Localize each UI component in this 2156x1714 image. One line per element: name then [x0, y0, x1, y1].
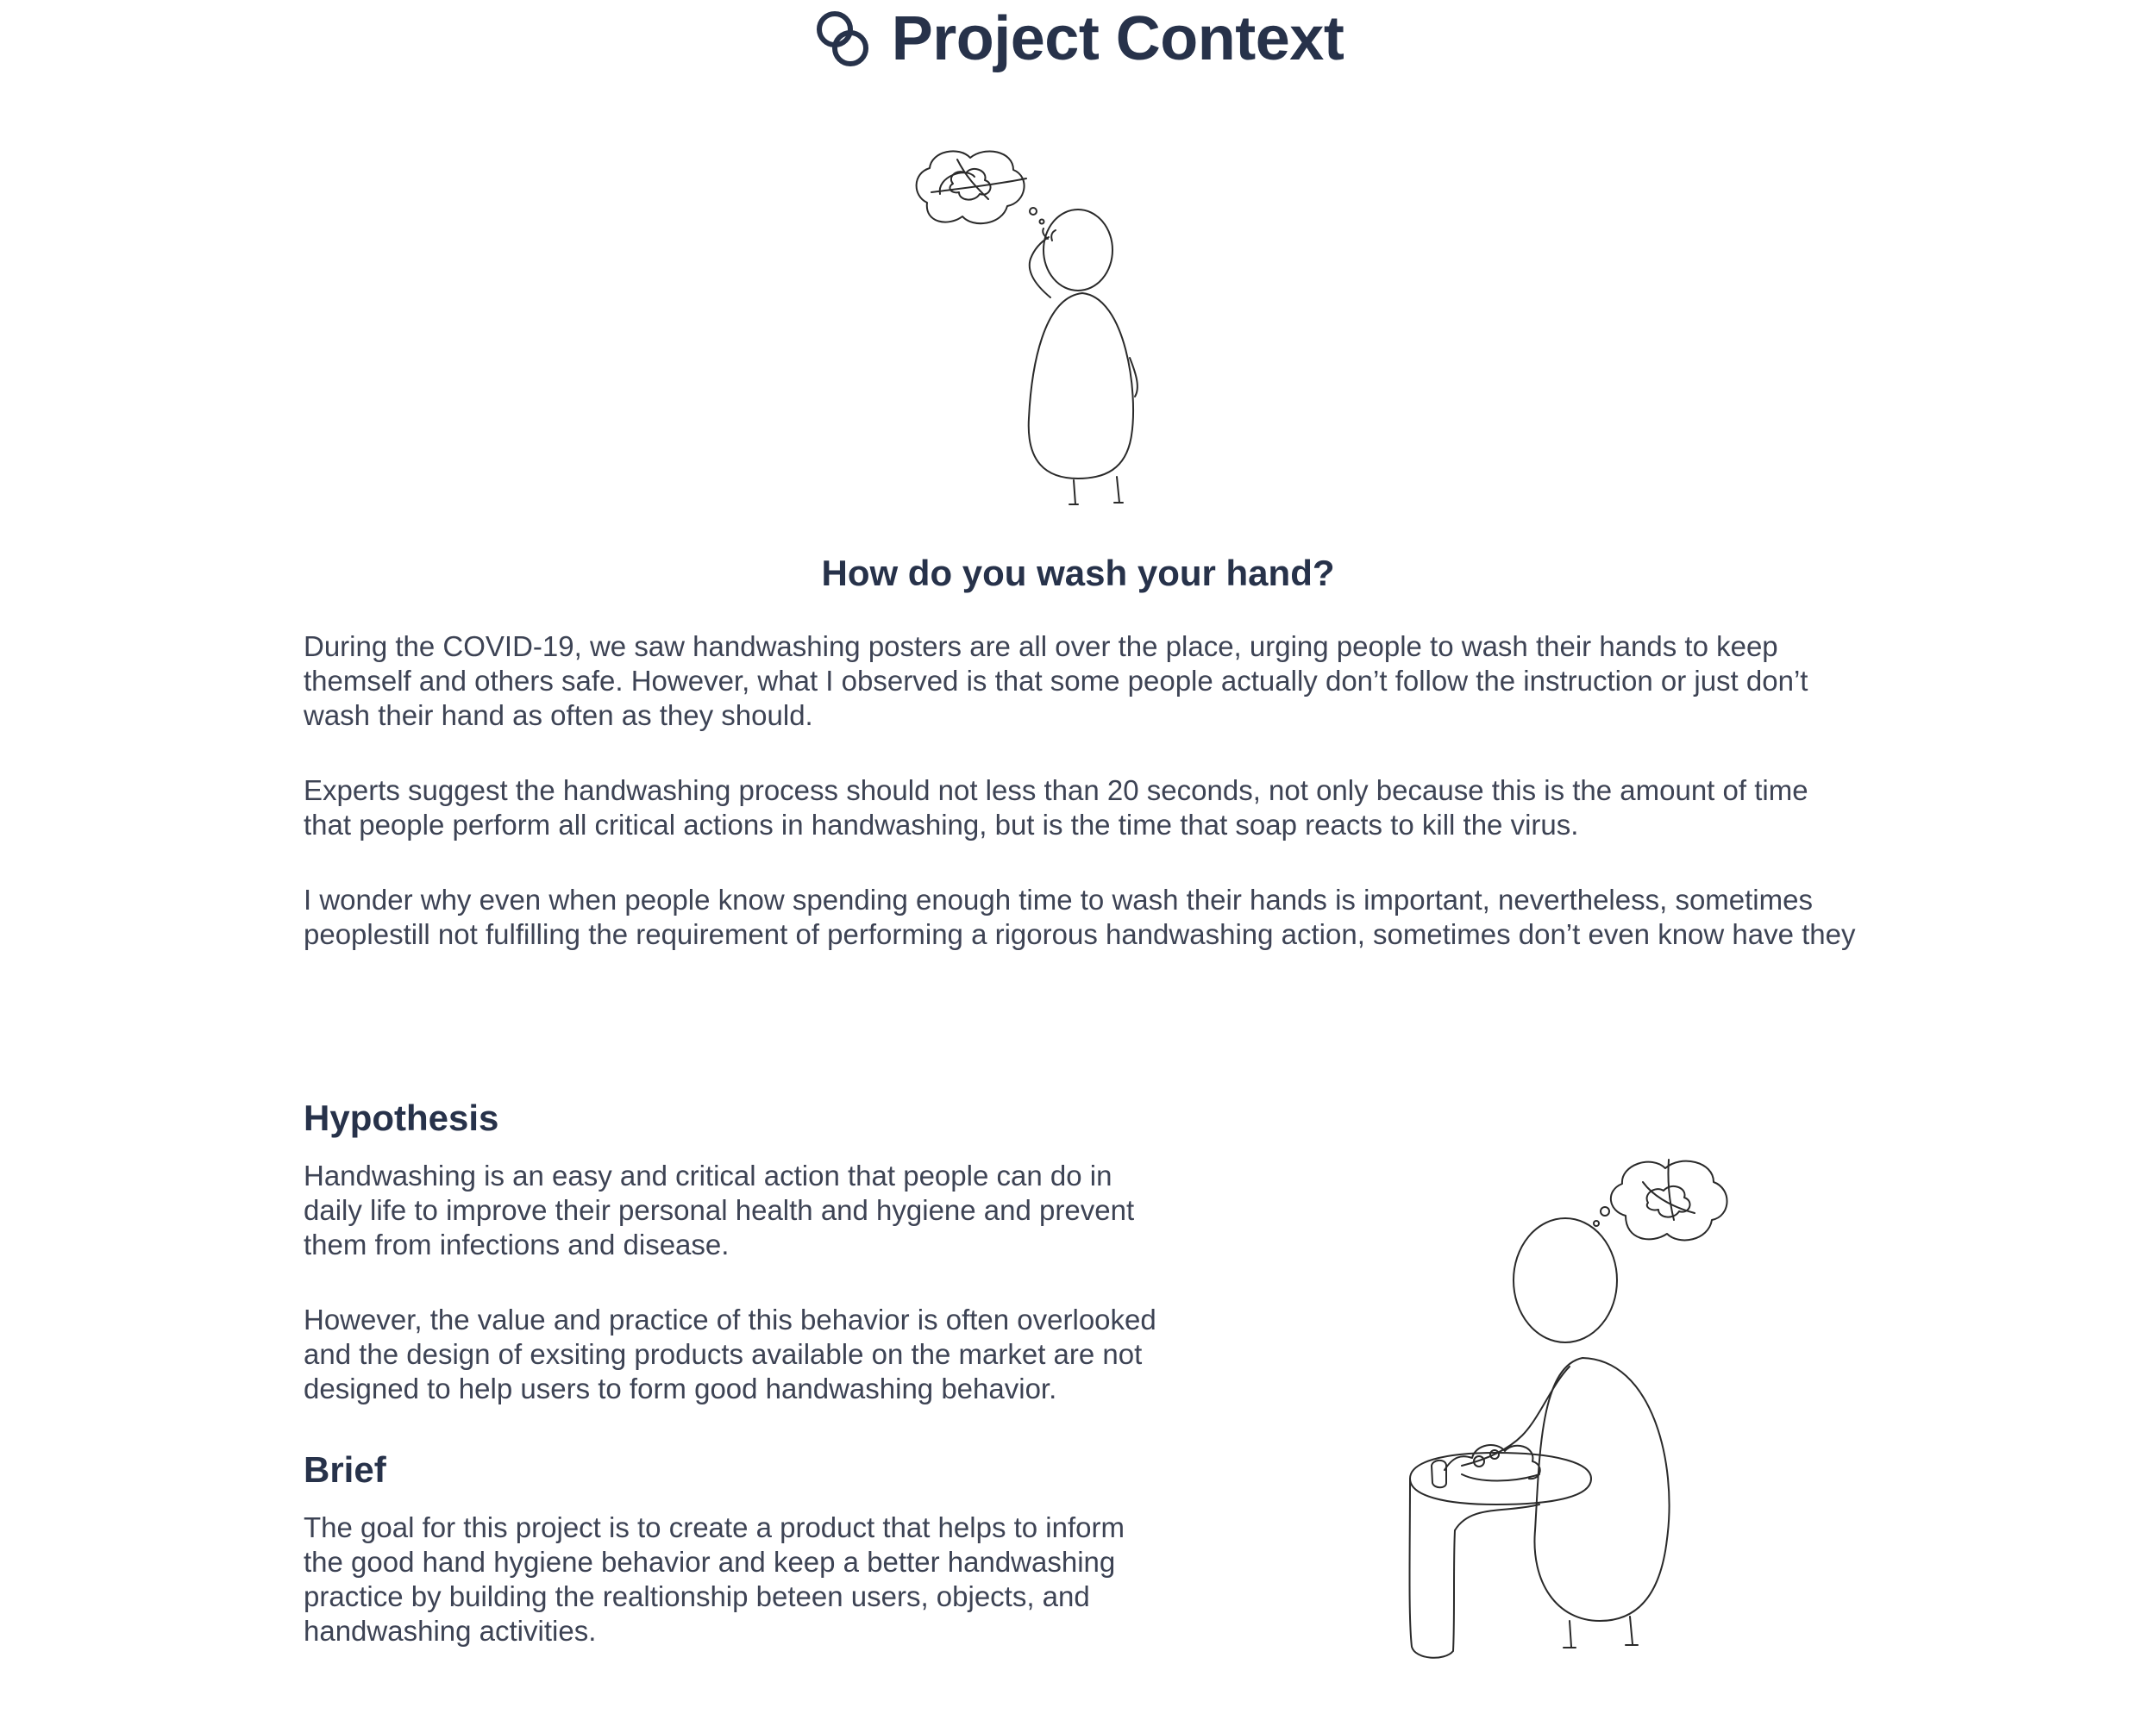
- thinking-person-illustration: [906, 142, 1164, 517]
- intro-section: [304, 629, 1856, 992]
- hypothesis-paragraph: Handwashing is an easy and critical action that people can do in daily life to improve their personal health and hygiene and prevent them from infections and disease.: [304, 1160, 1135, 1260]
- hypothesis-heading: Hypothesis: [304, 1098, 499, 1138]
- intro-paragraph: I wonder why even when people know spending enough time to wash their hands is important, nevertheless, sometimes peoplestill not fulfilling the requirement of performing a rigorous handwashing action, sometimes don’t even know have they: [304, 884, 1856, 950]
- hypothesis-paragraph: However, the value and practice of this behavior is often overlooked and the design of exsiting products available on the market are not designed to help users to form good handwashing behavior.: [304, 1304, 1156, 1404]
- intro-paragraph: Experts suggest the handwashing process should not less than 20 seconds, not only because this is the amount of time that people perform all critical actions in handwashing, but is the time that soap reacts to kill the virus.: [304, 774, 1808, 841]
- intro-paragraph: During the COVID-19, we saw handwashing posters are all over the place, urging people to wash their hands to keep themself and others safe. However, what I observed is that some people actually don’t follow the instruction or just don’t wash their hand as often as they should.: [304, 630, 1808, 731]
- handwashing-person-illustration: [1393, 1134, 1772, 1690]
- brief-paragraph: The goal for this project is to create a product that helps to inform the good hand hygiene behavior and keep a better handwashing practice by building the realtionship beteen users, objects, and handwashing activities.: [304, 1511, 1125, 1647]
- linked-circles-icon: [812, 7, 873, 71]
- page-title: Project Context: [891, 4, 1344, 73]
- hypothesis-brief-section: [304, 1095, 1166, 1689]
- brief-heading: Brief: [304, 1449, 386, 1490]
- section-question: How do you wash your hand?: [821, 552, 1335, 593]
- page-header: [0, 0, 2156, 78]
